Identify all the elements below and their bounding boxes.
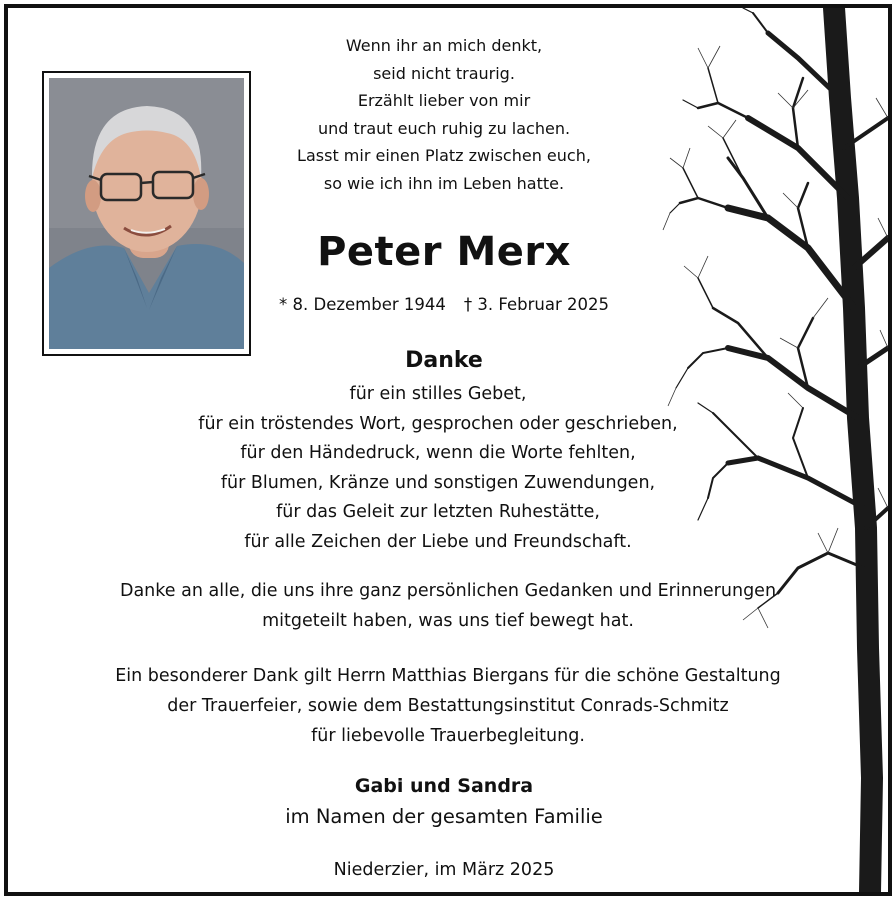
paragraph-line: der Trauerfeier, sowie dem Bestattungsinstitut Conrads-Schmitz xyxy=(167,696,729,716)
thanks-line: für ein stilles Gebet, xyxy=(349,384,527,404)
poem-line: Lasst mir einen Platz zwischen euch, xyxy=(297,146,591,165)
portrait-photo xyxy=(49,78,244,349)
thanks-list xyxy=(128,380,748,557)
poem-line: Erzählt lieber von mir xyxy=(357,91,531,110)
paragraph-line: Danke an alle, die uns ihre ganz persönlichen Gedanken und Erinnerungen xyxy=(119,581,777,601)
poem-line: und traut euch ruhig zu lachen. xyxy=(317,118,571,138)
death-date: † 3. Februar 2025 xyxy=(463,295,609,314)
thanks-paragraph-all xyxy=(48,576,848,636)
thanks-line: für ein tröstendes Wort, gesprochen oder geschrieben, xyxy=(198,413,678,434)
paragraph-line: für liebevolle Trauerbegleitung. xyxy=(311,726,585,746)
poem-line: Wenn ihr an mich denkt, xyxy=(345,36,543,55)
portrait-frame xyxy=(42,71,251,356)
memorial-poem xyxy=(244,32,644,197)
deceased-name: Peter Merx xyxy=(317,229,571,275)
family-line: im Namen der gesamten Familie xyxy=(285,805,603,828)
poem-line: seid nicht traurig. xyxy=(373,63,515,83)
thanks-line: für den Händedruck, wenn die Worte fehlten, xyxy=(240,443,636,463)
thanks-line: für Blumen, Kränze und sonstigen Zuwendungen, xyxy=(220,472,656,493)
paragraph-line: Ein besonderer Dank gilt Herrn Matthias Biergans für die schöne Gestaltung xyxy=(115,666,781,686)
birth-date: * 8. Dezember 1944 xyxy=(279,295,446,314)
thanks-paragraph-special xyxy=(48,661,848,751)
paragraph-line: mitgeteilt haben, was uns tief bewegt hat. xyxy=(262,611,634,631)
signer-names: Gabi und Sandra xyxy=(354,775,534,797)
thanks-heading: Danke xyxy=(405,348,483,373)
thanks-line: für alle Zeichen der Liebe und Freundschaft. xyxy=(244,531,632,552)
place-and-date: Niederzier, im März 2025 xyxy=(333,860,555,880)
obituary-card xyxy=(4,4,892,896)
poem-line: so wie ich ihn im Leben hatte. xyxy=(323,173,565,193)
life-dates xyxy=(244,291,644,319)
thanks-line: für das Geleit zur letzten Ruhestätte, xyxy=(276,502,600,522)
